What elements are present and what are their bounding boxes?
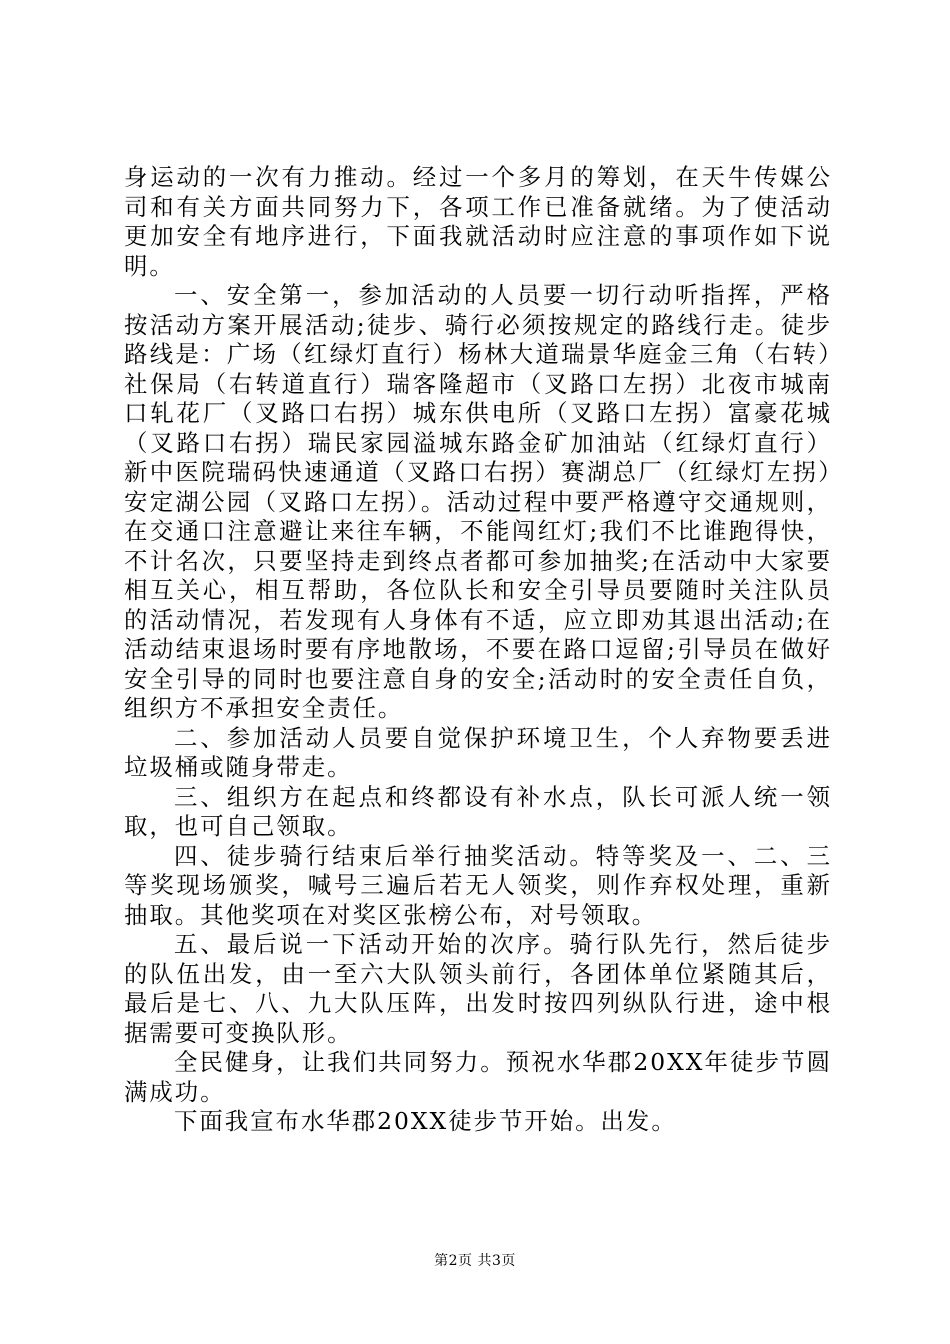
paragraph-announcement: 下面我宣布水华郡20XX徒步节开始。出发。: [174, 1107, 677, 1135]
document-body: [124, 163, 832, 1137]
paragraph-water-points: 三、组织方在起点和终都设有补水点，队长可派人统一领取，也可自己领取。: [124, 782, 832, 840]
paragraph-wishes: 全民健身，让我们共同努力。预祝水华郡20XX年徒步节圆满成功。: [124, 1048, 832, 1106]
paragraph-continuation: 身运动的一次有力推动。经过一个多月的筹划，在天牛传媒公司和有关方面共同努力下，各项工作已准备就绪。为了使活动更加安全有地序进行，下面我就活动时应注意的事项作如下说明。: [124, 163, 832, 280]
paragraph-safety-first: 一、安全第一，参加活动的人员要一切行动听指挥，严格按活动方案开展活动;徒步、骑行必须按规定的路线行走。徒步路线是：广场（红绿灯直行）杨林大道瑞景华庭金三角（右转）社保局（右转道直行）瑞客隆超市（叉路口左拐）北夜市城南口轧花厂（叉路口右拐）城东供电所（叉路口左拐）富豪花城（叉路口右拐）瑞民家园溢城东路金矿加油站（红绿灯直行）新中医院瑞码快速通道（叉路口右拐）赛湖总厂（红绿灯左拐）安定湖公园（叉路口左拐）。活动过程中要严格遵守交通规则，在交通口注意避让来往车辆，不能闯红灯;我们不比谁跑得快，不计名次，只要坚持走到终点者都可参加抽奖;在活动中大家要相互关心，相互帮助，各位队长和安全引导员要随时关注队员的活动情况，若发现有人身体有不适，应立即劝其退出活动;在活动结束退场时要有序地散场，不要在路口逗留;引导员在做好安全引导的同时也要注意自身的安全;活动时的安全责任自负，组织方不承担安全责任。: [124, 281, 832, 722]
page-footer: 第2页 共3页: [434, 1253, 516, 1269]
paragraph-lottery: 四、徒步骑行结束后举行抽奖活动。特等奖及一、二、三等奖现场颁奖，喊号三遍后若无人领奖，则作弃权处理，重新抽取。其他奖项在对奖区张榜公布，对号领取。: [124, 841, 832, 929]
paragraph-environment: 二、参加活动人员要自觉保护环境卫生，个人弃物要丢进垃圾桶或随身带走。: [124, 723, 832, 781]
paragraph-start-order: 五、最后说一下活动开始的次序。骑行队先行，然后徒步的队伍出发，由一至六大队领头前行，各团体单位紧随其后，最后是七、八、九大队压阵，出发时按四列纵队行进，途中根据需要可变换队形。: [124, 930, 832, 1047]
